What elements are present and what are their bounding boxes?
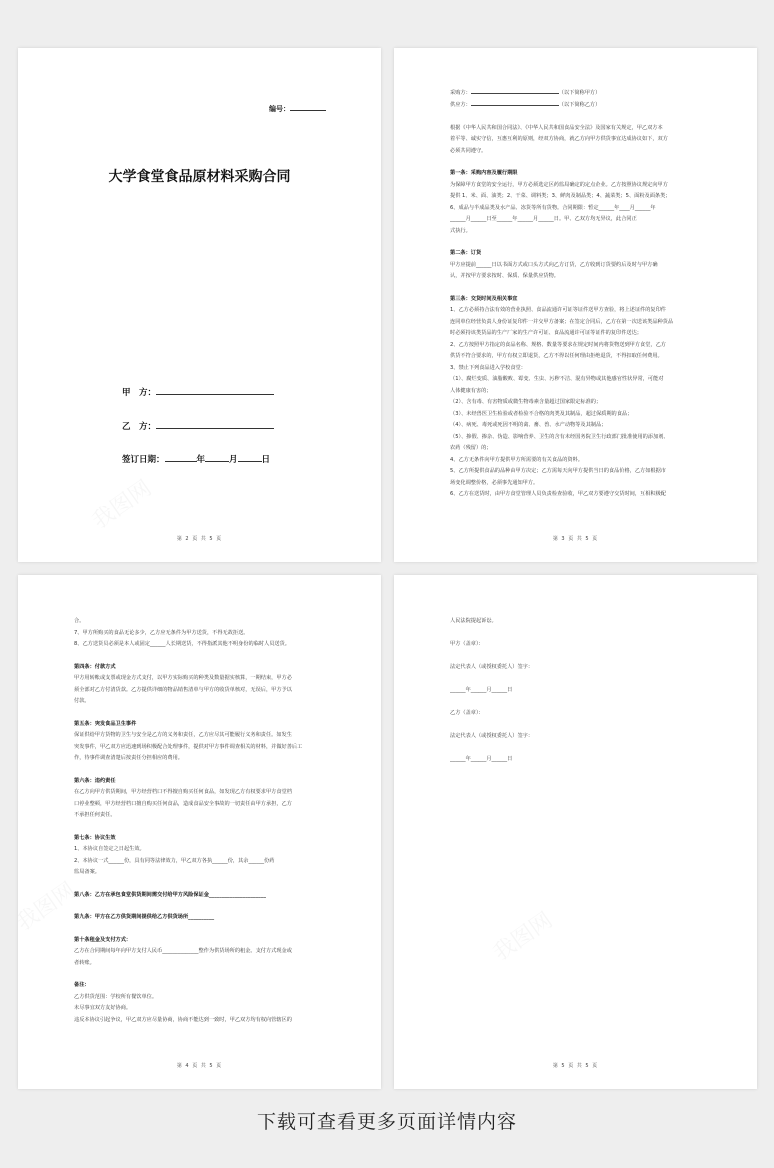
text-line: 着平等、诚实守信，互惠互利的原则，经双方协商，就乙方向甲方供货事宜达成协议如下，双方 bbox=[450, 136, 668, 142]
section-heading: 第六条：违约责任 bbox=[74, 777, 116, 784]
section-heading: 第九条：甲方在乙方供货期间提供给乙方供货场所__________ bbox=[74, 914, 215, 920]
text-line: 1、本协议自签定之日起生效。 bbox=[74, 846, 145, 852]
sign-date-line: 签订日期： 年 月 日 bbox=[122, 455, 271, 465]
page-footer: 第 2 页 共 5 页 bbox=[176, 536, 223, 542]
contract-page-2 bbox=[18, 48, 381, 562]
download-caption: 下载可查看更多页面详情内容 bbox=[256, 1111, 517, 1133]
party-b-line: 乙 方： bbox=[122, 420, 274, 432]
fill-blank bbox=[471, 88, 559, 94]
section-heading: 第四条：付款方式 bbox=[74, 663, 116, 670]
text-line bbox=[450, 720, 707, 732]
text-line: 乙方供货范围：学校所有餐饮单位。 bbox=[74, 993, 158, 1000]
text-line: 甲方应提前______日以书面方式或口头方式向乙方订货，乙方收到订货要约后及时与甲方确 bbox=[450, 261, 658, 268]
text-line: 者转账。 bbox=[74, 959, 95, 966]
text-line: 口停业整顿，甲方经营档口擅自购买任何食品，造成食品安全事故的一切责任由甲方承担，乙方 bbox=[74, 800, 292, 807]
text-line: 4、乙方无条件向甲方提供甲方所需要的有关食品的资料。 bbox=[450, 456, 583, 463]
text-line: 人民法院提起诉讼。 bbox=[450, 618, 497, 624]
text-line: 5、乙方所提供食品的品种由甲方决定；乙方需每天向甲方提供当日的食品价格，乙方如根据市 bbox=[450, 468, 666, 474]
text-line: 须全部对乙方付清货款。乙方提供详细的物品销售清单与甲方的收货单核对，无误后，甲方予以 bbox=[74, 686, 292, 693]
text-line: 2、本协议一式______份，具有同等法律效力，甲乙双方各执______份，其余______份药 bbox=[74, 857, 275, 864]
contract-number-blank bbox=[290, 104, 326, 111]
text-line: 甲方用转帐或支票或现金方式支付，以甲方实际购买的种类及数量据实核算，一期结束，甲方必 bbox=[74, 675, 292, 681]
page-footer: 第 4 页 共 5 页 bbox=[176, 1063, 223, 1069]
text-line: 必须共同遵守。 bbox=[450, 147, 487, 154]
text-line: 乙方（盖章）： bbox=[450, 710, 484, 716]
text-line: 未尽事宜双方友好协商。 bbox=[74, 1005, 132, 1011]
text-line bbox=[450, 651, 707, 663]
text-line: 在乙方向甲方供货期间，甲方经营档口不得擅自购买任何食品，如发现乙方有权要求甲方食堂档 bbox=[74, 789, 292, 795]
text-line: 乙方在合同期间每年向甲方支付人民币______________整作为供货场所的租金。支付方式现金或 bbox=[74, 948, 292, 954]
contract-number: 编号： bbox=[269, 104, 326, 114]
section-heading: 第八条：乙方在承包食堂供货期间需交付给甲方风险保证金______________________ bbox=[74, 891, 266, 898]
text-line: 突发事件，甲乙双方应迅速到场积极配合处理事件，提供对甲方事件调查相关的材料，并做好善后工 bbox=[74, 743, 303, 750]
text-line: 付款。 bbox=[74, 698, 90, 704]
party-a-line: 甲 方： bbox=[122, 386, 274, 398]
page-body bbox=[450, 616, 707, 766]
text-line: 连同单位经营负责人身份证复印件一并交甲方备案；在签定合同后，乙方在第一次送该类品种货品 bbox=[450, 318, 674, 325]
text-line: ______年______月______日 bbox=[450, 756, 513, 762]
text-line: 采购方： （以下简称甲方） bbox=[450, 90, 601, 96]
watermark bbox=[486, 904, 558, 967]
text-line: 供货不符合要求的，甲方有权立即退货，乙方不得以任何理由拒绝退货，不得扣取任何费用。 bbox=[450, 353, 663, 359]
text-line: 人体健康有害的； bbox=[450, 387, 492, 394]
text-line: （1）、腐烂变质、油脂酸败、霉变、生虫、污秽不洁、混有异物或其他感官性状异常，可能对 bbox=[450, 376, 664, 382]
text-line: 3、禁止下列食品进入学校食堂： bbox=[450, 364, 526, 371]
text-line: 甲方（盖章）： bbox=[450, 641, 484, 647]
text-line: 时必须持该类货品的生产厂家的生产许可证、食品流通许可证等证件的复印件送达； bbox=[450, 330, 642, 336]
text-line: （4）、病死、毒死或死因不明的禽、畜、兽、水产动物等及其制品； bbox=[450, 422, 607, 428]
text-line: ______年______月______日 bbox=[450, 687, 513, 693]
text-line: 合。 bbox=[74, 618, 85, 624]
section-heading: 第五条：突发食品卫生事件 bbox=[74, 720, 137, 727]
text-line: 供应方： （以下简称乙方） bbox=[450, 101, 601, 108]
text-line: 8、乙方送货员必须是本人或固定______人长期送货，不得指派其他不明身份的临时人员送货。 bbox=[74, 641, 290, 647]
watermark bbox=[18, 874, 81, 937]
contract-page-3 bbox=[394, 48, 757, 562]
page-body bbox=[74, 616, 331, 1026]
section-heading: 第二条：订货 bbox=[450, 250, 482, 256]
text-line: （3）、未经兽医卫生检验或者检验不合格的肉类及其制品，超过保质期的食品； bbox=[450, 410, 633, 417]
text-line: 作，待事件调查清楚后按责任分担相应的费用。 bbox=[74, 755, 183, 761]
text-line: 保证供给甲方货物的卫生与安全是乙方的义务和责任，乙方应尽其可能履行义务和责任。如发生 bbox=[74, 732, 292, 738]
text-line bbox=[450, 628, 707, 640]
contract-page-5 bbox=[394, 575, 757, 1089]
text-line bbox=[450, 674, 707, 686]
section-heading: 第三条：交货时间及相关事宜 bbox=[450, 295, 518, 302]
text-line: 法定代表人（或授权委托人）签字： bbox=[450, 664, 534, 670]
page-footer: 第 5 页 共 5 页 bbox=[552, 1063, 599, 1069]
text-line: 6、乙方在送货时，由甲方食堂管理人员负责检查验收，甲乙双方要遵守交货时间，互相积极配 bbox=[450, 491, 666, 497]
text-line: 2、乙方按照甲方指定的食品名称、规格、数量等要求在规定时间内将货物送到甲方食堂，乙方 bbox=[450, 341, 666, 348]
text-line: （5）、掺假、掺杂、伪造、影响营养、卫生的含有未经国务院卫生行政部门批准使用的添加剂、 bbox=[450, 433, 669, 440]
text-line bbox=[450, 743, 707, 755]
section-heading: 备注： bbox=[74, 982, 90, 988]
section-heading: 第七条：协议生效 bbox=[74, 834, 116, 841]
text-line: 提供 1、米、面、油类；2、干菜、调料类；3、鲜肉及制品类；4、蔬菜类；5、面粉及面条类； bbox=[450, 193, 671, 199]
text-line: （2）、含有毒、有害物质或微生物毒素含量超过国家限定标准的； bbox=[450, 399, 602, 405]
text-line: 场变化调整价格，必须事先通知甲方。 bbox=[450, 479, 539, 486]
text-line bbox=[450, 111, 707, 123]
text-line: ______月______日至______年______月______日。甲、乙双方均无异议，此合同正 bbox=[450, 216, 637, 222]
watermark bbox=[85, 472, 157, 535]
text-line: 农药（残留）的； bbox=[450, 445, 492, 451]
text-line: 式执行。 bbox=[450, 227, 471, 234]
section-heading: 第一条：采购内容及履行期限 bbox=[450, 170, 518, 176]
text-line: 1、乙方必须持合法有效的营业执照、食品流通许可证等证件送甲方查验，将上述证件的复印件 bbox=[450, 307, 666, 313]
text-line: 根据《中华人民共和国合同法》、《中华人民共和国食品安全法》及国家有关规定，甲乙双方本 bbox=[450, 124, 663, 131]
text-line: 违反本协议引起争议，甲乙双方应尽量协商，协商不能达到一致时，甲乙双方均有权向管辖区的 bbox=[74, 1016, 292, 1023]
text-line: 监局备案。 bbox=[74, 869, 100, 875]
text-line: 为保障甲方食堂的安全运行，甲方必须选定区药监局确定的定点企业。乙方按照协议规定向甲方 bbox=[450, 181, 668, 188]
contract-title: 大学食堂食品原材料采购合同 bbox=[108, 169, 291, 185]
contract-page-4 bbox=[18, 575, 381, 1089]
page-footer: 第 3 页 共 5 页 bbox=[552, 536, 599, 542]
text-line: 法定代表人（或授权委托人）签字： bbox=[450, 733, 534, 739]
fill-blank bbox=[471, 100, 559, 106]
page-body bbox=[450, 88, 707, 501]
text-line: 7、甲方所购买的食品无论多少，乙方应无条件为甲方送货，不得无故拒送。 bbox=[74, 629, 249, 636]
section-heading: 第十条租金及支付方式： bbox=[74, 936, 132, 943]
text-line bbox=[450, 697, 707, 709]
text-line: 认，并按甲方要求按时、保质、保量供应货物。 bbox=[450, 273, 559, 279]
text-line: 6、成品与半成品类及水产品、冻货等所有货物。合同期限：暂定______年____月______年 bbox=[450, 204, 656, 211]
text-line: 不承担任何责任。 bbox=[74, 812, 116, 818]
